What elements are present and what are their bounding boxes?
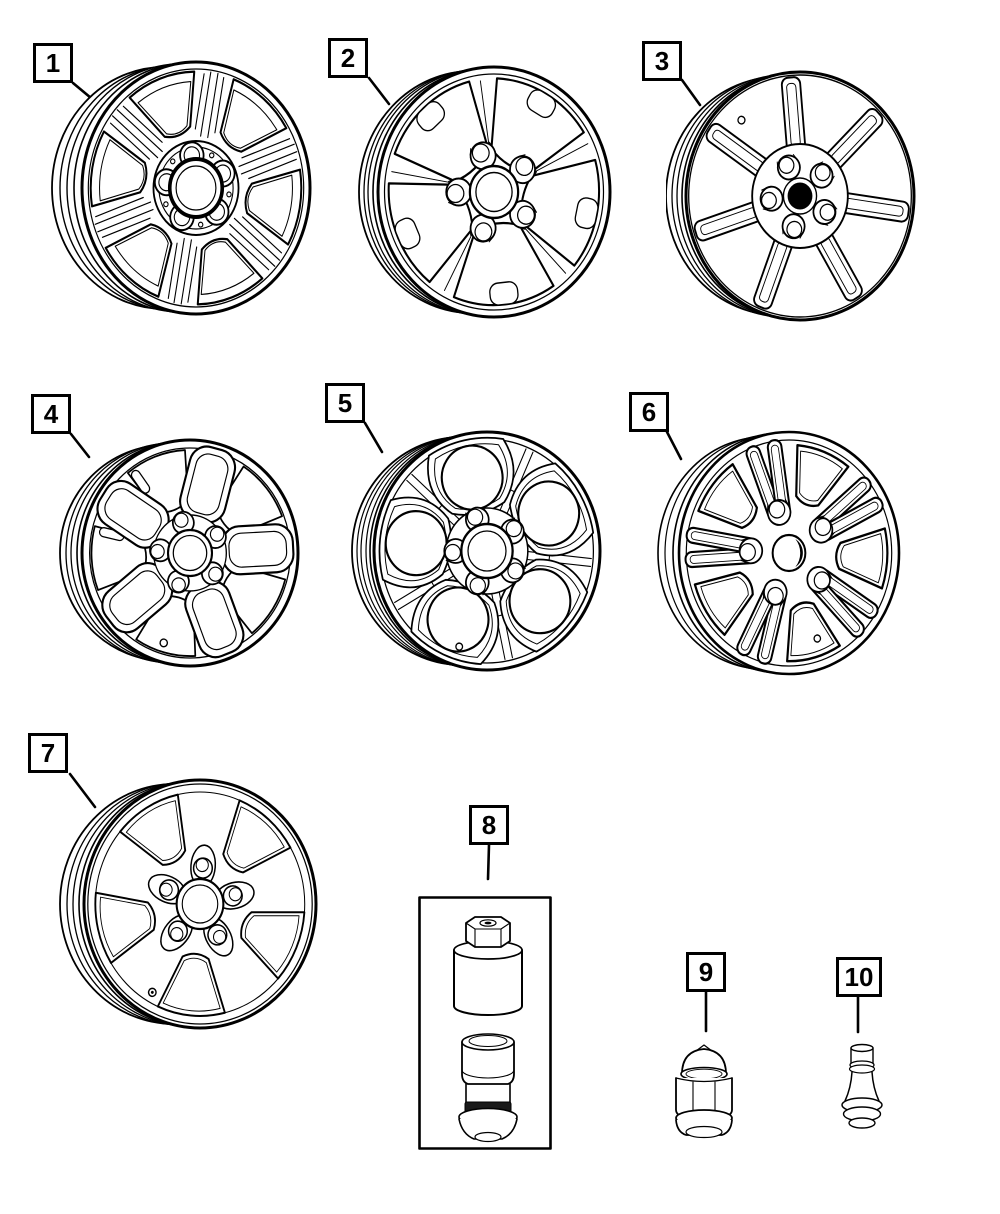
wheel-2-five-spoke-drawing <box>354 58 622 326</box>
callout-label: 8 <box>481 810 497 840</box>
callout-label: 1 <box>45 48 61 78</box>
callout-9[interactable] <box>686 952 726 992</box>
callout-10[interactable] <box>836 957 882 997</box>
lug-nut-drawing <box>668 1038 740 1145</box>
wheel-7-tapered-five-spoke-drawing <box>58 776 324 1034</box>
callout-8[interactable] <box>469 805 509 845</box>
valve-stem-drawing <box>838 1042 886 1137</box>
callout-label: 6 <box>641 397 657 427</box>
callout-label: 9 <box>698 957 714 987</box>
leader-line-8 <box>488 845 489 879</box>
callout-label: 7 <box>40 738 56 768</box>
callout-7[interactable] <box>28 733 68 773</box>
callout-label: 3 <box>654 46 670 76</box>
wheel-1-styled-six-spoke-drawing <box>48 56 316 332</box>
wheel-3-seven-spoke-drawing <box>666 66 930 330</box>
callout-label: 10 <box>844 962 874 992</box>
callout-label: 5 <box>337 388 353 418</box>
callout-label: 4 <box>43 399 59 429</box>
wheel-5-five-hole-drawing <box>350 426 608 676</box>
wheel-6-split-five-spoke-drawing <box>656 426 908 680</box>
wheel-lock-kit-drawing <box>418 896 552 1150</box>
callout-label: 2 <box>340 43 356 73</box>
callout-4[interactable] <box>31 394 71 434</box>
callout-5[interactable] <box>325 383 365 423</box>
wheel-4-pocket-five-spoke-drawing <box>56 436 306 674</box>
